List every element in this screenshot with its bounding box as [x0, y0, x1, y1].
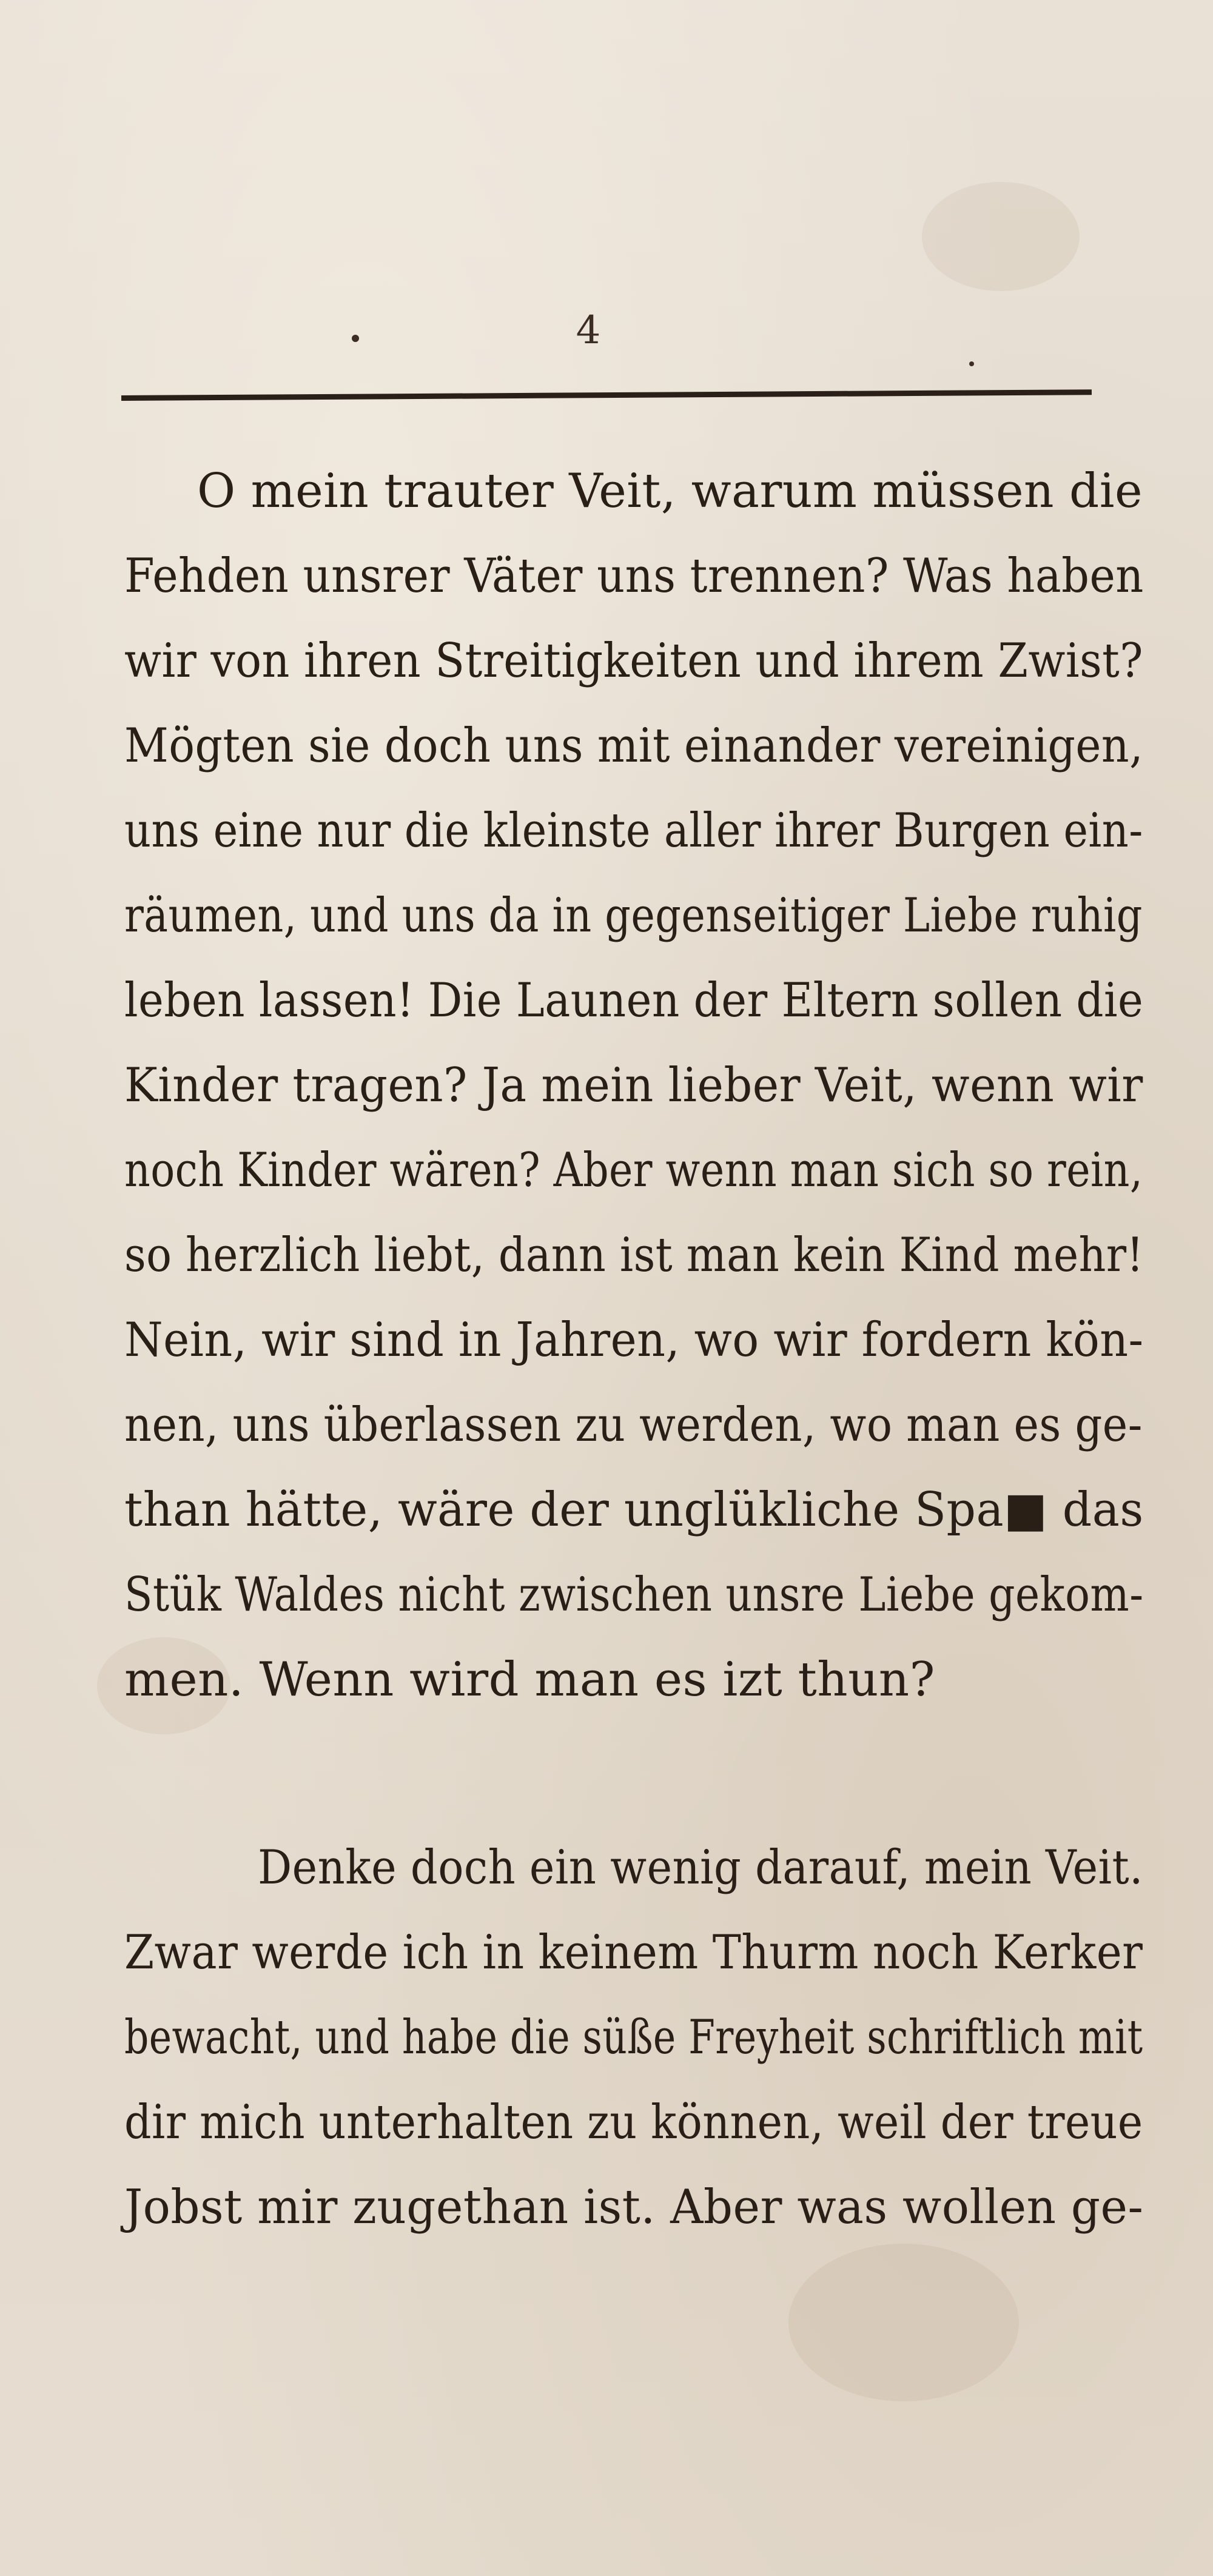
text-line: Mögten sie doch uns mit einander vereinigen,	[124, 719, 1144, 773]
text-line: nen, uns überlassen zu werden, wo man es ge-	[124, 1398, 1143, 1452]
text-line: Kinder tragen? Ja mein lieber Veit, wenn wir	[124, 1058, 1143, 1113]
text-line: Nein, wir sind in Jahren, wo wir fordern kön-	[124, 1313, 1144, 1367]
text-line: noch Kinder wären? Aber wenn man sich so rein,	[124, 1143, 1143, 1198]
text-line: Denke doch ein wenig darauf, mein Veit.	[258, 1840, 1143, 1895]
header-rule	[121, 389, 1092, 401]
text-line: O mein trauter Veit, warum müssen die	[197, 464, 1143, 518]
text-line: bewacht, und habe die süße Freyheit schriftlich mit	[124, 2010, 1143, 2065]
header-dot-right	[969, 361, 974, 366]
text-line: than hätte, wäre der unglükliche Spa■ das	[124, 1483, 1144, 1537]
text-line: Stük Waldes nicht zwischen unsre Liebe gekom-	[124, 1568, 1144, 1622]
text-line: räumen, und uns da in gegenseitiger Liebe ruhig	[124, 888, 1143, 943]
header-dot-left	[352, 335, 359, 342]
text-line: uns eine nur die kleinste aller ihrer Burgen ein-	[124, 803, 1143, 858]
text-line: Zwar werde ich in keinem Thurm noch Kerker	[124, 1925, 1143, 1980]
text-line: so herzlich liebt, dann ist man kein Kind mehr!	[124, 1228, 1144, 1283]
text-line: Fehden unsrer Väter uns trennen? Was haben	[124, 549, 1144, 603]
paper-stain	[788, 2244, 1019, 2401]
text-line: dir mich unterhalten zu können, weil der treue	[124, 2095, 1143, 2150]
text-line: men. Wenn wird man es izt thun?	[124, 1652, 935, 1707]
page-number: 4	[576, 308, 601, 353]
paper-stain	[922, 182, 1080, 291]
text-line: Jobst mir zugethan ist. Aber was wollen ge-	[124, 2180, 1144, 2235]
text-line: wir von ihren Streitigkeiten und ihrem Zwist?	[124, 634, 1143, 688]
text-line: leben lassen! Die Launen der Eltern sollen die	[124, 973, 1144, 1028]
